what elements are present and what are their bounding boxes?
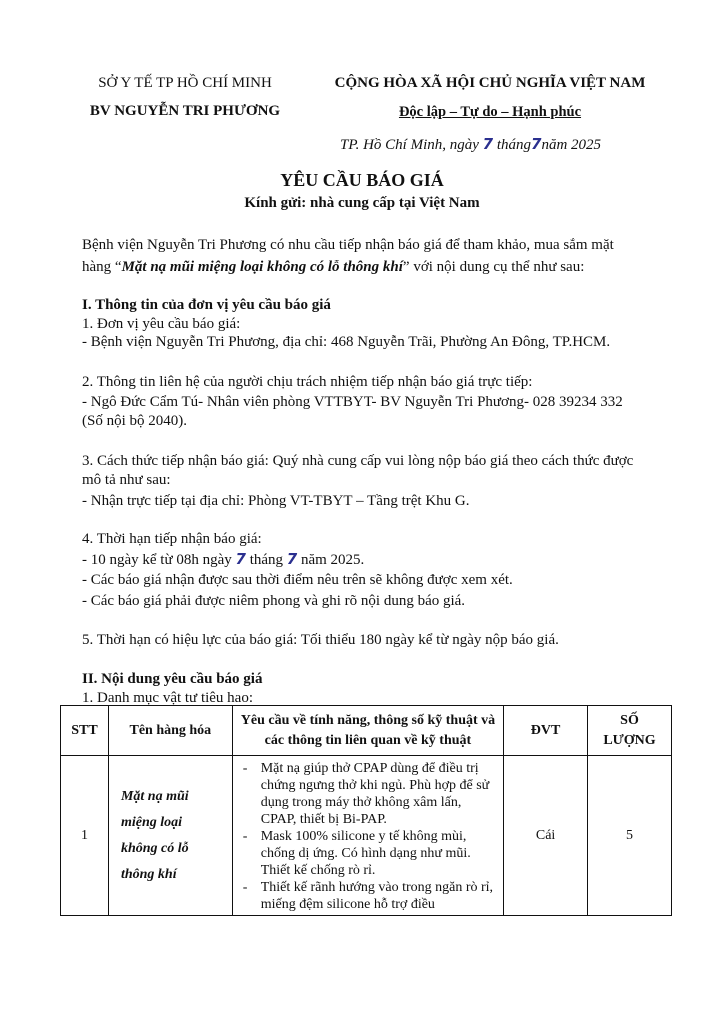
intro-line-2 [82,256,584,278]
header-nation: CỘNG HÒA XÃ HỘI CHỦ NGHĨA VIỆT NAM [334,75,646,91]
recipient-line: Kính gửi: nhà cung cấp tại Việt Nam [244,195,480,211]
requirements-table [60,705,672,916]
s1-item2-line2: (Số nội bộ 2040). [82,413,187,429]
row-unit: Cái [504,756,588,916]
s1-item4-month-label: tháng [249,552,284,568]
col-requirements [232,706,503,756]
col-requirements-line2: các thông tin liên quan về kỹ thuật [264,732,472,748]
spec-item: - Mặt nạ giúp thở CPAP dùng để điều trị chứng ngưng thở khi ngủ. Phù hợp để sử dụng trong máy thở không xâm lấn, CPAP, thiết bị Bi-PAP. [261,760,495,828]
document-title: YÊU CẦU BÁO GIÁ [280,170,444,190]
s1-item1-title: 1. Đơn vị yêu cầu báo giá: [82,316,241,332]
s1-item3-line2: mô tả như sau: [82,472,171,488]
s1-item4-line2: - Các báo giá nhận được sau thời điểm nêu trên sẽ không được xem xét. [82,572,513,588]
s2-item1-title: 1. Danh mục vật tư tiêu hao: [82,690,254,706]
s1-item3-line3: - Nhận trực tiếp tại địa chỉ: Phòng VT-TBYT – Tầng trệt Khu G. [82,493,470,509]
header-date [340,135,601,154]
s1-item4-prefix: - 10 ngày kể từ 08h ngày [82,552,232,568]
s1-item4-title: 4. Thời hạn tiếp nhận báo giá: [82,531,262,547]
col-qty-line1: SỐ [620,712,639,728]
s1-item2-title: 2. Thông tin liên hệ của người chịu trách nhiệm tiếp nhận báo giá trực tiếp: [82,374,533,390]
section1-heading: I. Thông tin của đơn vị yêu cầu báo giá [82,297,331,313]
date-month-handwritten: 7 [531,135,542,153]
item-name-line: Mặt nạ mũi [120,788,189,804]
s1-item2-line1: - Ngô Đức Cẩm Tú- Nhân viên phòng VTTBYT- BV Nguyễn Tri Phương- 028 39234 332 [82,394,623,410]
col-name: Tên hàng hóa [108,706,232,756]
intro-line-1: Bệnh viện Nguyễn Tri Phương có nhu cầu tiếp nhận báo giá để tham khảo, mua sắm mặt [82,237,614,253]
col-stt: STT [61,706,109,756]
s1-item4-day-handwritten: 7 [235,550,246,568]
intro-suffix: ” với nội dung cụ thể như sau: [402,259,585,275]
header-org: SỞ Y TẾ TP HỒ CHÍ MINH [98,75,272,91]
table-header-row [61,706,672,756]
date-year: năm 2025 [541,137,602,153]
specs-list [239,760,495,913]
item-name-line: không có lỗ [120,840,189,856]
row-stt: 1 [61,756,109,916]
date-month-label: tháng [496,137,532,153]
header-hospital: BV NGUYỄN TRI PHƯƠNG [89,103,281,119]
intro-product: Mặt nạ mũi miệng loại không có lỗ thông khí [121,259,403,275]
s1-item4-line3: - Các báo giá phải được niêm phong và ghi rõ nội dung báo giá. [82,593,466,609]
s1-item3-line1: 3. Cách thức tiếp nhận báo giá: Quý nhà cung cấp vui lòng nộp báo giá theo cách thức được [82,453,634,469]
s1-item1-text: - Bệnh viện Nguyễn Tri Phương, địa chỉ: 468 Nguyễn Trãi, Phường An Đông, TP.HCM. [82,334,611,350]
table-row [61,756,672,916]
col-unit: ĐVT [504,706,588,756]
section2-heading: II. Nội dung yêu cầu báo giá [82,671,263,687]
row-specs [232,756,503,916]
date-prefix: TP. Hồ Chí Minh, ngày [340,137,479,153]
col-requirements-line1: Yêu cầu về tính năng, thông số kỹ thuật và [240,712,496,728]
row-qty: 5 [588,756,672,916]
s1-item4-line1 [82,548,364,571]
item-name-line: miệng loại [120,814,183,830]
spec-item: - Mask 100% silicone y tế không mùi, chống dị ứng. Có hình dạng như mũi. Thiết kế chống rò rỉ. [261,828,495,879]
header-motto: Độc lập – Tự do – Hạnh phúc [398,104,582,120]
date-day-handwritten: 7 [482,135,494,153]
s1-item5: 5. Thời hạn có hiệu lực của báo giá: Tối thiểu 180 ngày kể từ ngày nộp báo giá. [82,632,559,648]
col-qty-line2: LƯỢNG [603,732,656,748]
spec-item: - Thiết kế rãnh hướng vào trong ngăn rò rỉ, miếng đệm silicone hỗ trợ điều [261,879,495,913]
item-name-line: thông khí [120,866,177,882]
col-qty [588,706,672,756]
s1-item4-year: năm 2025. [300,552,365,568]
intro-prefix: hàng “ [82,259,122,275]
row-item-name [108,756,232,916]
s1-item4-month-handwritten: 7 [286,550,298,568]
